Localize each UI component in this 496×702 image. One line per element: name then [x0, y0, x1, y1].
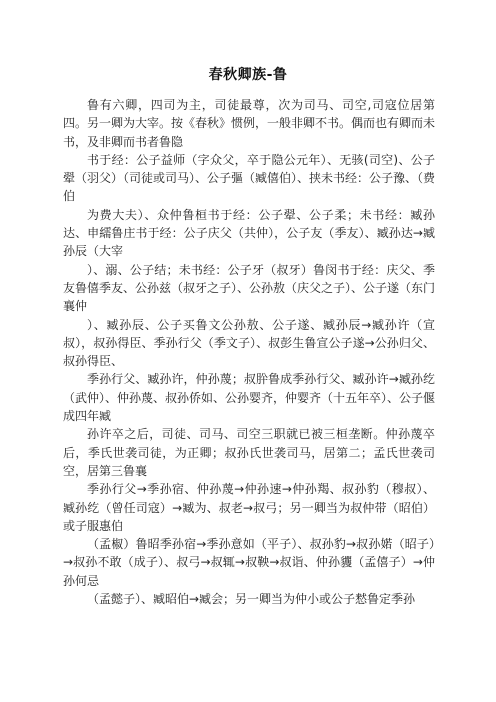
document-body [63, 96, 435, 608]
paragraph-2: 书于经：公子益师（字众父，卒于隐公元年）、无骇(司空)、公子翚（羽父）（司徒或司马）、公子彄（臧僖伯）、挟未书经：公子豫、（费伯 [63, 152, 436, 204]
paragraph-6: 季孙行父、臧孙许，仲孙蔑；叔肸鲁成季孙行父、臧孙许→臧孙纥（武仲）、仲孙蔑、叔孙侨如、公孙婴齐，仲婴齐（十五年卒）、公子偃成四年臧 [63, 372, 436, 424]
paragraph-3: 为费大夫）、众仲鲁桓书于经：公子翚、公子柔；未书经：臧孙达、申繻鲁庄书于经：公子庆父（共仲），公子友（季友）、臧孙达→臧孙辰（大宰 [63, 207, 435, 259]
paragraph-10: （孟懿子）、臧昭伯→臧会；另一卿当为仲小或公子慭鲁定季孙 [87, 592, 416, 607]
paragraph-1: 鲁有六卿，四司为主，司徒最尊，次为司马、司空,司寇位居第四。另一卿为大宰。按《春秋》惯例，一般非卿不书。偶而也有卿而未书，及非卿而书者鲁隐 [63, 98, 436, 149]
paragraph-8: 季孙行父→季孙宿、仲孙蔑→仲孙速→仲孙羯、叔孙豹（穆叔）、臧孙纥（曾任司寇）→臧为、叔老→叔弓；另一卿当为叔仲带（昭伯）或子服惠伯 [63, 482, 435, 533]
paragraph-7: 孙许卒之后，司徒、司马、司空三职就已被三桓垄断。仲孙蔑卒后，季氏世袭司徒，为正卿；叔孙氏世袭司马，居第二；孟氏世袭司空，居第三鲁襄 [63, 427, 435, 478]
paragraph-4: ）、溺、公子结；未书经：公子牙（叔牙）鲁闵书于经：庆父、季友鲁僖季友、公孙兹（叔牙之子）、公孙敖（庆父之子）、公子遂（东门襄仲 [63, 262, 436, 314]
document-title: 春秋卿族-鲁 [208, 67, 288, 83]
paragraph-9: （孟椒）鲁昭季孙宿→季孙意如（平子）、叔孙豹→叔孙婼（昭子）→叔孙不敢（成子）、叔弓→叔辄→叔鞅→叔诣、仲孙貜（孟僖子）→仲孙何忌 [63, 537, 435, 588]
paragraph-5: ）、臧孙辰、公子买鲁文公孙敖、公子遂、臧孙辰→臧孙许（宣叔），叔孙得臣、季孙行父（季文子）、叔彭生鲁宣公子遂→公孙归父、叔孙得臣、 [63, 317, 435, 369]
